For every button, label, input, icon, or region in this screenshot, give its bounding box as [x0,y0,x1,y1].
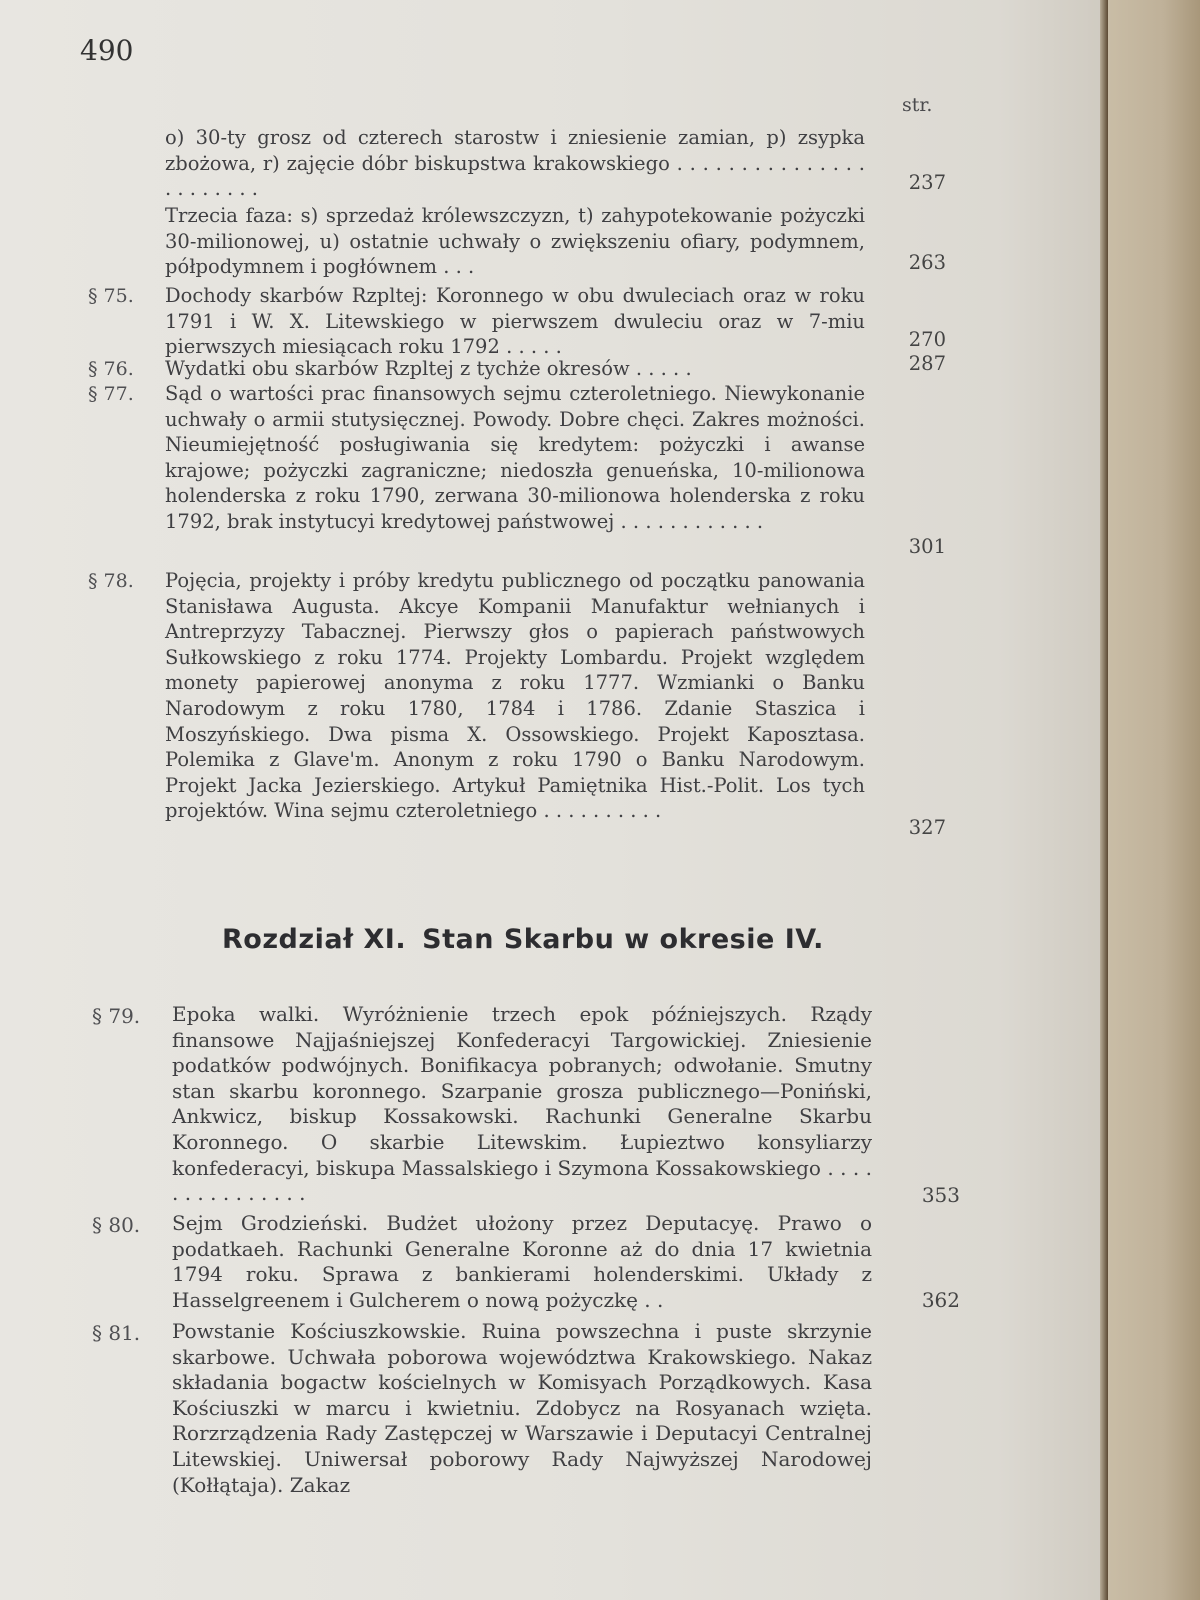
section-number: § 80. [92,1213,141,1237]
page-ref: 327 [908,816,946,839]
entry-text: Dochody skarbów Rzpltej: Koronnego w obu dwuleciach oraz w roku 1791 i W. X. Litewskiego w pierwszem dwuleciu oraz w 7-miu pierwszych miesiącach roku 1792 . . . . . [165,284,865,359]
page-ref: 270 [908,328,946,351]
section-number: § 81. [92,1321,141,1345]
page-column-label: str. [902,94,933,116]
section-number: § 77. [88,383,134,405]
page-ref: 237 [908,171,946,194]
page-ref: 301 [908,535,946,558]
section-number: § 78. [88,570,134,592]
adjacent-page-edge [1108,0,1200,1600]
section-number: § 79. [92,1004,141,1028]
section-number: § 75. [88,285,134,307]
chapter-title: Stan Skarbu w okresie IV. [422,924,824,955]
page-ref: 263 [908,251,946,274]
section-number: § 76. [88,358,134,380]
page-number: 490 [80,34,134,67]
entry-text: Sejm Grodzieński. Budżet ułożony przez Deputacyę. Prawo o podatkaeh. Rachunki Generalne Koronne aż do dnia 17 kwietnia 1794 roku. Sprawa z bankierami holenderskimi. Układy z Hasselgreenem i Gulcherem o nową pożyczkę . . [172,1211,872,1312]
page-ref: 353 [921,1183,960,1207]
entry-text: Wydatki obu skarbów Rzpltej z tychże okresów . . . . . [165,357,692,380]
entry-text: Powstanie Kościuszkowskie. Ruina powszechna i puste skrzynie skarbowe. Uchwała poborowa województwa Krakowskiego. Nakaz składania bogactw kościelnych w Komisyach Porządkowych. Kasa Kościuszki w marcu i kwietniu. Zdobycz na Rosyanach wzięta. Rorzrządzenia Rady Zastępczej w Warszawie i Deputacyi Centralnej Litewskiej. Uniwersał poborowy Rady Najwyższej Narodowej (Kołłątaja). Zakaz [172,1319,872,1497]
entry-text: Trzecia faza: s) sprzedaż królewszczyzn, t) zahypotekowanie pożyczki 30-milionowej, u) ostatnie uchwały o zwiększeniu ofiary, podymnem, półpodymnem i pogłównem . . . [165,204,865,279]
entry-text: Sąd o wartości prac finansowych sejmu czteroletniego. Niewykonanie uchwały o armii stutysięcznej. Powody. Dobre chęci. Zakres możności. Nieumiejętność posługiwania się kredytem: pożyczki i awanse krajowe; pożyczki zagraniczne; niedoszła genueńska, 10-milionowa holenderska z roku 1790, zerwana 30-milionowa holenderska z roku 1792, brak instytucyi kredytowej państwowej . . . . . . . . . . . . [165,382,865,533]
book-spine-shadow [1100,0,1108,1600]
chapter-heading [222,924,824,955]
page-ref: 362 [921,1288,960,1312]
entry-text: o) 30-ty grosz od czterech starostw i zniesienie zamian, p) zsypka zbożowa, r) zajęcie dóbr biskupstwa krakowskiego . . . . . . . . . . . . . . . . . . . . . . . [165,126,865,201]
chapter-number: Rozdział XI. [222,924,407,955]
entry-text: Epoka walki. Wyróżnienie trzech epok późniejszych. Rządy finansowe Najjaśniejszej Konfederacyi Targowickiej. Zniesienie podatków podwójnych. Bonifikacya pobranych; odwołanie. Smutny stan skarbu koronnego. Szarpanie grosza publicznego—Poniński, Ankwicz, biskup Kossakowski. Rachunki Generalne Skarbu Koronnego. O skarbie Litewskim. Łupieztwo konsyliarzy konfederacyi, biskupa Massalskiego i Szymona Kossakowskiego . . . . . . . . . . . . . . . [172,1002,872,1206]
page-ref: 287 [908,352,946,375]
entry-text: Pojęcia, projekty i próby kredytu publicznego od początku panowania Stanisława Augusta. Akcye Kompanii Manufaktur wełnianych i Antreprzyzy Tabacznej. Pierwszy głos o papierach państwowych Sułkowskiego z roku 1774. Projekty Lombardu. Projekt względem monety papierowej anonyma z roku 1777. Wzmianki o Banku Narodowym z roku 1780, 1784 i 1786. Zdanie Staszica i Moszyńskiego. Dwa pisma X. Ossowskiego. Projekt Kaposztasa. Polemika z Glave'm. Anonym z roku 1790 o Banku Narodowym. Projekt Jacka Jezierskiego. Artykuł Pamiętnika Hist.-Polit. Los tych projektów. Wina sejmu czteroletniego . . . . . . . . . . [165,569,865,823]
